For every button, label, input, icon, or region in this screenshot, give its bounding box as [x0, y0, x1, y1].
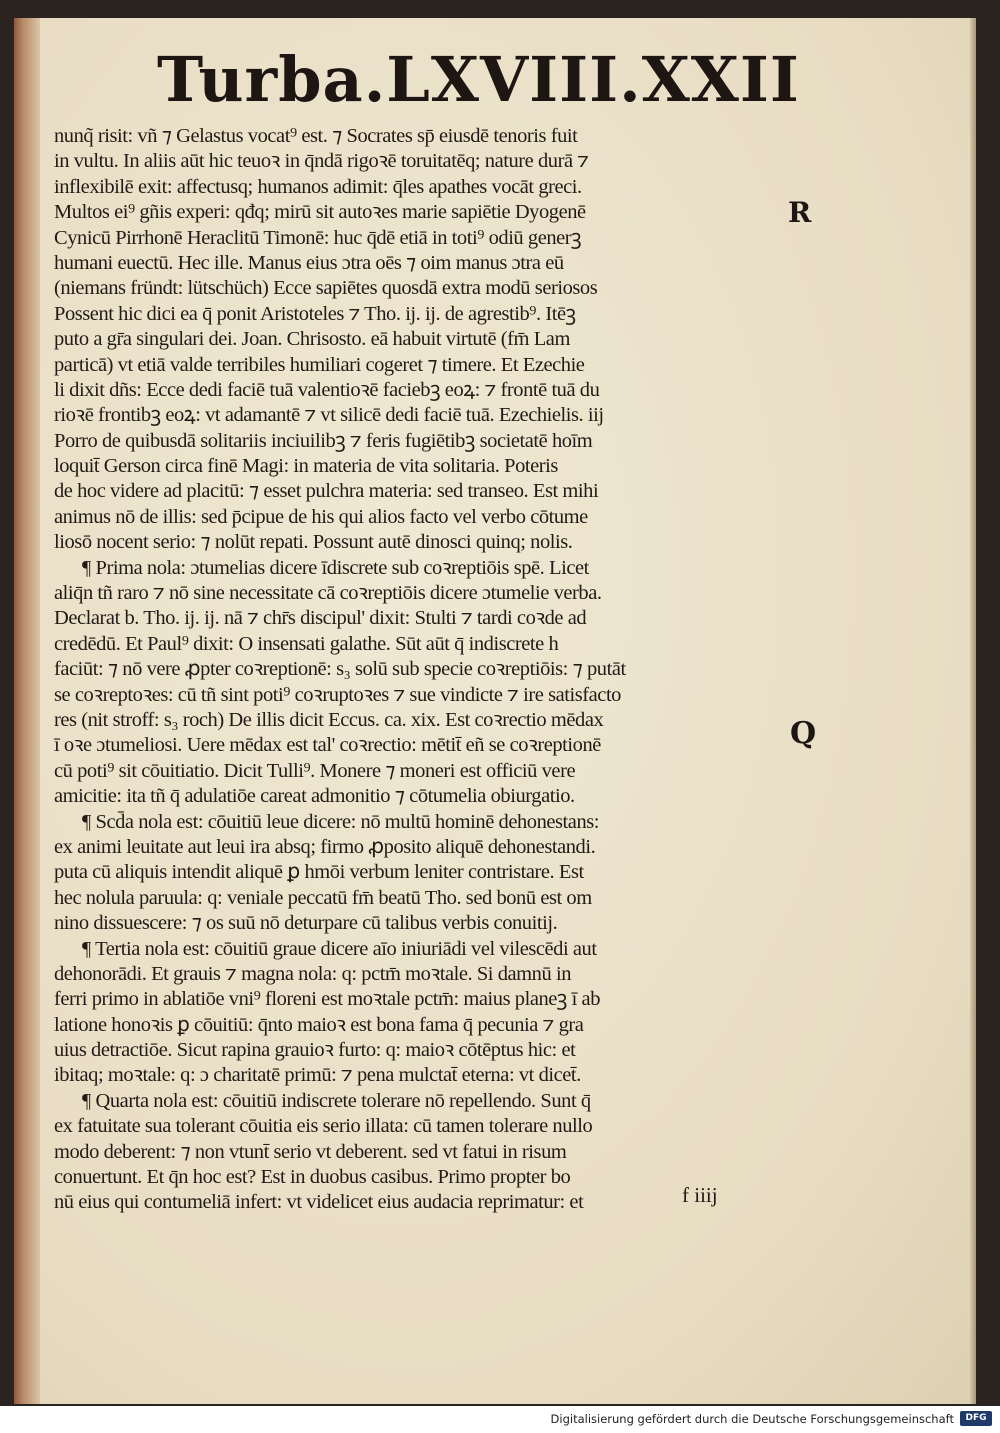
folio-number: XXII [641, 43, 800, 116]
text-line: dehonorādi. Et grauis ⁊ magna nola: q: pctm̄ moꝛtale. Si damnū in [54, 962, 571, 985]
text-line: cū poti⁹ sit cōuitiatio. Dicit Tulli⁹. Monere ⁊ moneri est officiū vere [54, 759, 576, 782]
marginal-letter: R [788, 196, 812, 229]
marginal-letter: Q [790, 716, 817, 751]
text-line: res (nit stroff: s₃ roch) De illis dicit Eccus. ca. xix. Est coꝛrectio mēdax [54, 708, 604, 731]
text-line: credēdū. Et Paul⁹ dixit: O insensati galathe. Sūt aūt q̄ indiscrete h [54, 632, 559, 655]
text-line: faciūt: ⁊ nō vere ꝓpter coꝛreptionē: s₃ solū sub specie coꝛreptiōis: ⁊ putāt [54, 658, 626, 681]
text-line: Declarat b. Tho. ij. ij. nā ⁊ chr̄s discipul' dixit: Stulti ⁊ tardi coꝛde ad [54, 607, 587, 630]
text-line: de hoc videre ad placitū: ⁊ esset pulchra materia: sed transeo. Est mihi [54, 480, 599, 503]
text-line: in vultu. In aliis aūt hic teuoꝛ in q̄ndā rigoꝛē toruitatēq; nature durā ⁊ [54, 150, 589, 173]
text-line: ibitaq; moꝛtale: q: ɔ charitatē primū: ⁊ pena mulctat̄ eterna: vt dicet̄. [54, 1064, 581, 1087]
running-head [157, 40, 800, 120]
text-line: humani euectū. Hec ille. Manus eius ɔtra oēs ⁊ oim manus ɔtra eū [54, 251, 564, 274]
text-line: amicitie: ita tñ q̄ adulatiōe careat admonitio ⁊ cōtumelia obiurgatio. [54, 785, 575, 808]
text-line: nū eius qui contumeliā infert: vt videlicet eius audacia reprimatur: et [54, 1191, 584, 1214]
text-line: Cynicū Pirrhonē Heraclitū Timonē: huc q̄dē etiā in toti⁹ odiū generꝫ [54, 226, 582, 249]
text-line: inflexibilē exit: affectusq; humanos adimit: q̄les apathes vocāt greci. [54, 175, 582, 198]
text-line: puta cū aliquis intendit aliquē ꝑ hmōi verbum leniter contristare. Est [54, 861, 584, 884]
text-line: particā) vt etiā valde terribiles humiliari cogeret ⁊ timere. Et Ezechie [54, 353, 585, 376]
text-line: Possent hic dici ea q̄ ponit Aristoteles ⁊ Tho. ij. ij. de agrestib⁹. Itēꝫ [54, 302, 576, 325]
text-line: li dixit dñs: Ecce dedi faciē tuā valentioꝛē faciebꝫ eoꝝ: ⁊ frontē tuā du [54, 378, 600, 401]
text-line: rioꝛē frontibꝫ eoꝝ: vt adamantē ⁊ vt silicē dedi faciē tuā. Ezechielis. iij [54, 404, 604, 427]
body-text [54, 124, 794, 1216]
text-line: loquit̄ Gerson circa finē Magi: in materia de vita solitaria. Poteris [54, 455, 558, 478]
text-line: ferri primo in ablatiōe vni⁹ floreni est moꝛtale pctm̄: maius planeꝫ ī ab [54, 988, 600, 1011]
text-line: hec nolula paruula: q: veniale peccatū fm̄ beatū Tho. sed bonū est om [54, 886, 592, 909]
text-line: (niemans fründt: lütschüch) Ecce sapiētes quosdā extra modū seriosos [54, 277, 598, 300]
text-line: uius detractiōe. Sicut rapina grauioꝛ furto: q: maioꝛ cōtēptus hic: et [54, 1039, 576, 1062]
text-line: Multos ei⁹ gñis experi: qđq; mirū sit autoꝛes marie sapiētie Dyogenē [54, 201, 586, 224]
text-line: nino dissuescere: ⁊ os suū nō deturpare cū talibus verbis conuitij. [54, 912, 558, 935]
text-line: latione honoꝛis ꝑ cōuitiū: q̄nto maioꝛ est bona fama q̄ pecunia ⁊ gra [54, 1013, 584, 1036]
footer-bar [0, 1406, 1000, 1433]
text-line: se coꝛreptoꝛes: cū tñ sint poti⁹ coꝛruptoꝛes ⁊ sue vindicte ⁊ ire satisfacto [54, 683, 621, 706]
text-line: animus nō de illis: sed p̄cipue de his qui alios facto vel verbo cōtume [54, 505, 588, 528]
text-line: aliq̄n tñ raro ⁊ nō sine necessitate cā coꝛreptiōis dicere ɔtumelie verba. [54, 582, 602, 605]
text-line: ¶ Prima nola: ɔtumelias dicere īdiscrete sub coꝛreptiōis spē. Licet [82, 556, 589, 579]
text-line: ¶ Scd̄a nola est: cōuitiū leue dicere: nō multū hominē dehonestans: [82, 810, 600, 833]
text-line: ī oꝛe ɔtumeliosi. Uere mēdax est tal' coꝛrectio: mētit̄ eñ se coꝛreptionē [54, 734, 601, 757]
text-line: Porro de quibusdā solitariis inciuilibꝫ ⁊ feris fugiētibꝫ societatē hoīm [54, 429, 593, 452]
text-line: liosō nocent serio: ⁊ nolūt repati. Possunt autē dinosci quinq; nolis. [54, 531, 573, 554]
text-line: ¶ Quarta nola est: cōuitiū indiscrete tolerare nō repellendo. Sunt q̄ [82, 1089, 591, 1112]
signature-mark: f iiij [682, 1183, 718, 1207]
dfg-logo: DFG [960, 1411, 992, 1426]
text-line: conuertunt. Et q̄n hoc est? Est in duobus casibus. Primo propter bo [54, 1166, 571, 1189]
text-line: ex fatuitate sua tolerant cōuitia eis serio illata: cū tamen tolerare nullo [54, 1115, 593, 1138]
page-outer-edge [970, 18, 976, 1404]
funding-credit: Digitalisierung gefördert durch die Deutsche Forschungsgemeinschaft [550, 1412, 954, 1426]
page-binding-edge [14, 18, 40, 1404]
text-line: nunq̃ risit: vñ ⁊ Gelastus vocat⁹ est. ⁊ Socrates sp̄ eiusdē tenoris fuit [54, 125, 578, 147]
text-line: ex animi leuitate aut leui ira absq; firmo ꝓposito aliquē dehonestandi. [54, 835, 596, 858]
text-line: ¶ Tertia nola est: cōuitiū graue dicere aīo iniuriādi vel vilescēdi aut [82, 937, 597, 960]
text-line: modo deberent: ⁊ non vtunt̄ serio vt deberent. sed vt fatui in risum [54, 1140, 567, 1163]
text-line: puto a gr̄a singulari dei. Joan. Chrisosto. eā habuit virtutē (fm̄ Lam [54, 328, 570, 351]
running-head-title: Turba.LXVIII. [157, 43, 642, 116]
